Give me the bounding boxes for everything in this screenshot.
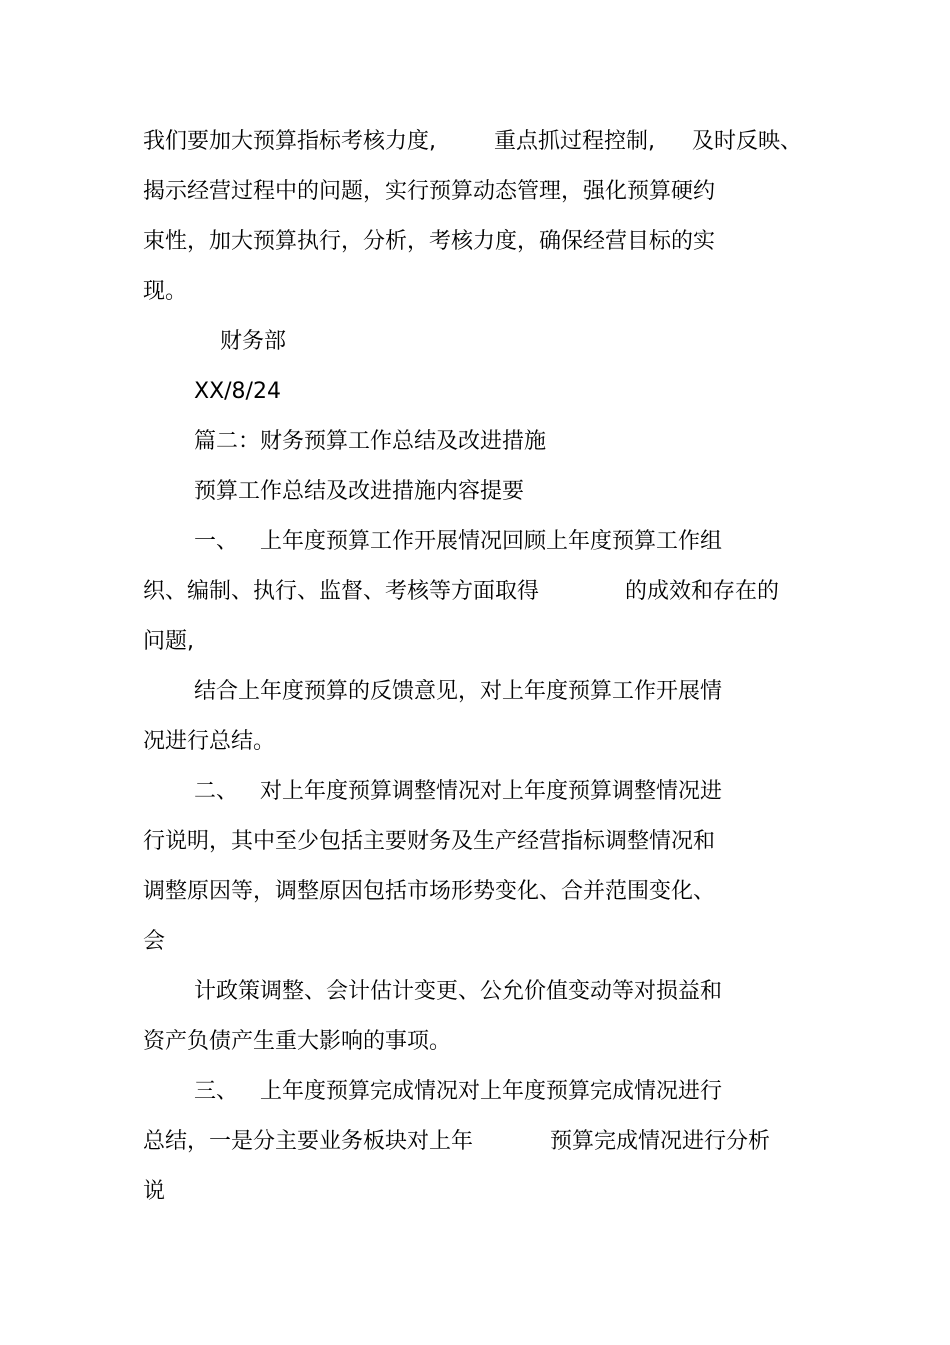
text-line: 上年度预算工作开展情况回顾上年度预算工作组 xyxy=(260,529,723,554)
text-line: 上年度预算完成情况对上年度预算完成情况进行 xyxy=(260,1079,723,1104)
text-line: 对上年度预算调整情况对上年度预算调整情况进 xyxy=(260,779,723,804)
text-line: 预算完成情况进行分析 xyxy=(550,1129,771,1154)
text-line: 重点抓过程控制, xyxy=(494,129,655,154)
text-line: 现。 xyxy=(143,279,188,304)
text-line: 行说明，其中至少包括主要财务及生产经营指标调整情况和 xyxy=(143,829,716,854)
text-line: 说 xyxy=(143,1179,166,1204)
list-number: 三、 xyxy=(194,1079,239,1104)
text-line: 束性，加大预算执行，分析，考核力度，确保经营目标的实 xyxy=(143,229,716,254)
department-signature: 财务部 xyxy=(220,329,287,354)
text-line: 我们要加大预算指标考核力度, xyxy=(143,129,436,154)
text-line: 及时反映、 xyxy=(692,129,803,154)
list-number: 二、 xyxy=(194,779,239,804)
text-line: 织、编制、执行、监督、考核等方面取得 xyxy=(143,579,540,604)
text-line: 资产负债产生重大影响的事项。 xyxy=(143,1029,452,1054)
text-line: 调整原因等，调整原因包括市场形势变化、合并范围变化、 xyxy=(143,879,716,904)
section-title: 篇二：财务预算工作总结及改进措施 xyxy=(194,429,547,454)
date-line: XX/8/24 xyxy=(194,379,281,404)
text-line: 计政策调整、会计估计变更、公允价值变动等对损益和 xyxy=(194,979,723,1004)
text-line: 况进行总结。 xyxy=(143,729,276,754)
text-line: 会 xyxy=(143,929,166,954)
list-number: 一、 xyxy=(194,529,239,554)
section-subtitle: 预算工作总结及改进措施内容提要 xyxy=(194,479,525,504)
text-line: 的成效和存在的 xyxy=(625,579,780,604)
text-line: 问题, xyxy=(143,629,194,654)
text-line: 揭示经营过程中的问题，实行预算动态管理，强化预算硬约 xyxy=(143,179,716,204)
text-line: 总结，一是分主要业务板块对上年 xyxy=(143,1129,474,1154)
text-line: 结合上年度预算的反馈意见，对上年度预算工作开展情 xyxy=(194,679,723,704)
